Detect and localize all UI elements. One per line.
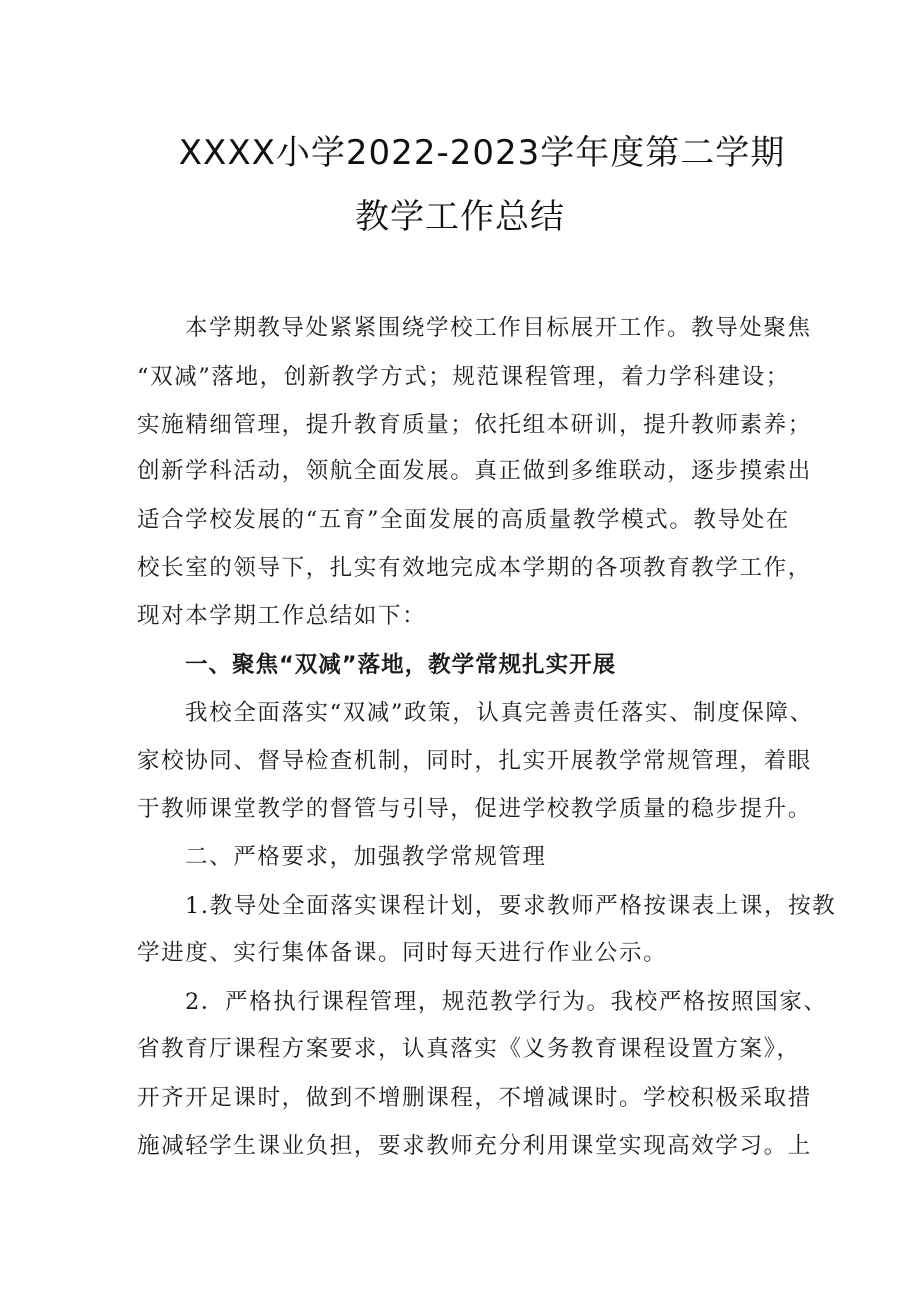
paragraph-line: 家校协同、督导检查机制，同时，扎实开展教学常规管理，着眼 xyxy=(137,748,812,774)
paragraph-line: 我校全面落实“双减”政策，认真完善责任落实、制度保障、 xyxy=(185,700,814,726)
document-title-line-1: XXXX小学2022-2023学年度第二学期 xyxy=(178,133,786,173)
list-item-2-line: 2．严格执行课程管理，规范教学行为。我校严格按照国家、 xyxy=(185,989,828,1015)
list-item-2-line: 施减轻学生课业负担，要求教师充分利用课堂实现高效学习。上 xyxy=(137,1133,812,1159)
section-heading-2: 二、严格要求，加强教学常规管理 xyxy=(185,844,547,870)
list-item-1-line: 1.教导处全面落实课程计划，要求教师严格按课表上课，按教 xyxy=(185,893,837,919)
paragraph-line: 实施精细管理，提升教育质量；依托组本研训，提升教师素养； xyxy=(137,412,812,438)
paragraph-line: 校长室的领导下，扎实有效地完成本学期的各项教育教学工作， xyxy=(137,555,812,581)
paragraph-line: 于教师课堂教学的督管与引导，促进学校教学质量的稳步提升。 xyxy=(137,796,812,822)
paragraph-line: 创新学科活动，领航全面发展。真正做到多维联动，逐步摸索出 xyxy=(137,458,812,484)
list-item-1-line: 学进度、实行集体备课。同时每天进行作业公示。 xyxy=(137,940,668,966)
paragraph-line: “双减”落地，创新教学方式；规范课程管理，着力学科建设； xyxy=(137,364,790,390)
list-item-2-line: 省教育厅课程方案要求，认真落实《义务教育课程设置方案》， xyxy=(137,1036,801,1062)
paragraph-line: 现对本学期工作总结如下： xyxy=(137,603,427,629)
section-heading-1: 一、聚焦“双减”落地，教学常规扎实开展 xyxy=(185,652,617,678)
paragraph-line: 适合学校发展的“五育”全面发展的高质量教学模式。教导处在 xyxy=(137,507,790,533)
list-item-2-line: 开齐开足课时，做到不增删课程，不增减课时。学校积极采取措 xyxy=(137,1085,812,1111)
paragraph-line: 本学期教导处紧紧围绕学校工作目标展开工作。教导处聚焦 xyxy=(185,315,812,341)
document-title-line-2: 教学工作总结 xyxy=(355,197,565,237)
